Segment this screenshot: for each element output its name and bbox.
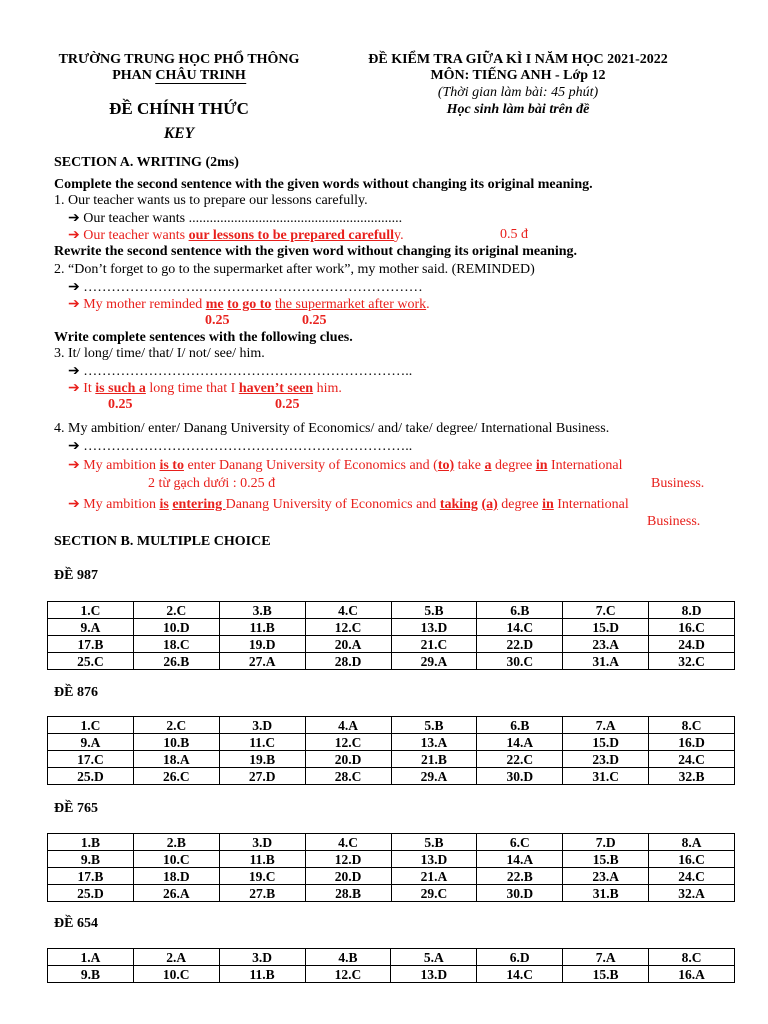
answer-cell: 10.D bbox=[133, 619, 219, 636]
answer-3-score-2: 0.25 bbox=[275, 397, 300, 412]
answer-4a: ➔ My ambition is to enter Danang University of Economics and (to) take a degree in International bbox=[68, 458, 623, 473]
answer-cell: 29.C bbox=[391, 885, 477, 902]
answer-cell: 22.C bbox=[477, 751, 563, 768]
answer-cell: 24.C bbox=[649, 751, 735, 768]
answer-cell: 23.D bbox=[563, 751, 649, 768]
answer-cell: 3.B bbox=[219, 602, 305, 619]
answer-cell: 12.C bbox=[305, 734, 391, 751]
answer-table-654 bbox=[47, 948, 735, 983]
answer-cell: 32.C bbox=[649, 653, 735, 670]
answer-cell: 16.C bbox=[649, 619, 735, 636]
question-1-blank: ➔ Our teacher wants ............................................................. bbox=[68, 211, 403, 226]
answer-cell: 5.B bbox=[391, 717, 477, 734]
exam-note: Học sinh làm bài trên đề bbox=[446, 102, 590, 117]
answer-cell: 9.A bbox=[48, 734, 134, 751]
answer-table-876 bbox=[47, 716, 735, 785]
answer-cell: 14.C bbox=[477, 619, 563, 636]
answer-cell: 11.C bbox=[219, 734, 305, 751]
answer-cell: 13.D bbox=[391, 619, 477, 636]
answer-1: ➔ Our teacher wants our lessons to be prepared carefully. bbox=[68, 228, 404, 243]
question-1: 1. Our teacher wants us to prepare our lessons carefully. bbox=[54, 193, 368, 208]
answer-cell: 10.C bbox=[133, 851, 219, 868]
answer-cell: 5.A bbox=[391, 949, 477, 966]
question-4: 4. My ambition/ enter/ Danang University of Economics/ and/ take/ degree/ International Business. bbox=[54, 421, 610, 436]
question-4-blank: ➔ …………………………………………………………….. bbox=[68, 439, 413, 454]
exam-title: ĐỀ KIỂM TRA GIỮA KÌ I NĂM HỌC 2021-2022 bbox=[368, 52, 668, 67]
answer-cell: 29.A bbox=[391, 653, 477, 670]
table-row bbox=[48, 734, 735, 751]
arrow-icon: ➔ bbox=[68, 497, 84, 512]
answer-cell: 30.D bbox=[477, 885, 563, 902]
answer-cell: 23.A bbox=[563, 868, 649, 885]
answer-cell: 8.D bbox=[649, 602, 735, 619]
answer-3-score-1: 0.25 bbox=[108, 397, 133, 412]
answer-cell: 25.D bbox=[48, 768, 134, 785]
answer-table-765 bbox=[47, 833, 735, 902]
answer-4-score: 2 từ gạch dưới : 0.25 đ bbox=[148, 476, 276, 491]
answer-cell: 6.B bbox=[477, 717, 563, 734]
answer-cell: 14.A bbox=[477, 734, 563, 751]
test-label-876: ĐỀ 876 bbox=[54, 685, 98, 700]
answer-cell: 2.C bbox=[133, 717, 219, 734]
answer-cell: 25.C bbox=[48, 653, 134, 670]
answer-cell: 23.A bbox=[563, 636, 649, 653]
answer-cell: 13.D bbox=[391, 966, 477, 983]
answer-cell: 18.A bbox=[133, 751, 219, 768]
answer-cell: 17.B bbox=[48, 868, 134, 885]
answer-cell: 7.D bbox=[563, 834, 649, 851]
instruction-1: Complete the second sentence with the given words without changing its original meaning. bbox=[54, 177, 593, 192]
answer-cell: 24.D bbox=[649, 636, 735, 653]
answer-cell: 28.D bbox=[305, 653, 391, 670]
answer-cell: 3.D bbox=[219, 717, 305, 734]
answer-cell: 17.C bbox=[48, 751, 134, 768]
answer-cell: 2.B bbox=[133, 834, 219, 851]
answer-cell: 4.C bbox=[305, 602, 391, 619]
answer-cell: 27.A bbox=[219, 653, 305, 670]
answer-cell: 4.B bbox=[305, 949, 391, 966]
question-3: 3. It/ long/ time/ that/ I/ not/ see/ him. bbox=[54, 346, 265, 361]
table-row bbox=[48, 717, 735, 734]
answer-table-987 bbox=[47, 601, 735, 670]
official-label: ĐỀ CHÍNH THỨC bbox=[109, 99, 249, 118]
test-label-654: ĐỀ 654 bbox=[54, 916, 98, 931]
answer-cell: 11.B bbox=[219, 851, 305, 868]
arrow-icon: ➔ bbox=[68, 211, 84, 226]
answer-cell: 6.B bbox=[477, 602, 563, 619]
answer-cell: 15.D bbox=[563, 734, 649, 751]
answer-cell: 21.B bbox=[391, 751, 477, 768]
table-row bbox=[48, 653, 735, 670]
answer-cell: 1.C bbox=[48, 602, 134, 619]
answer-cell: 7.A bbox=[563, 717, 649, 734]
answer-cell: 26.A bbox=[133, 885, 219, 902]
test-label-765: ĐỀ 765 bbox=[54, 801, 98, 816]
answer-cell: 19.B bbox=[219, 751, 305, 768]
answer-cell: 12.D bbox=[305, 851, 391, 868]
answer-4b: ➔ My ambition is entering Danang University of Economics and taking (a) degree in International bbox=[68, 497, 629, 512]
arrow-icon: ➔ bbox=[68, 297, 84, 312]
answer-cell: 11.B bbox=[219, 966, 305, 983]
table-row bbox=[48, 602, 735, 619]
answer-cell: 18.C bbox=[133, 636, 219, 653]
table-row bbox=[48, 966, 735, 983]
answer-cell: 22.B bbox=[477, 868, 563, 885]
school-name-line2: PHAN CHÂU TRINH bbox=[112, 68, 246, 83]
question-2: 2. “Don’t forget to go to the supermarket after work”, my mother said. (REMINDED) bbox=[54, 262, 535, 277]
answer-cell: 16.A bbox=[649, 966, 735, 983]
answer-cell: 14.A bbox=[477, 851, 563, 868]
answer-cell: 32.A bbox=[649, 885, 735, 902]
answer-cell: 5.B bbox=[391, 834, 477, 851]
answer-cell: 30.C bbox=[477, 653, 563, 670]
answer-cell: 19.D bbox=[219, 636, 305, 653]
answer-cell: 8.A bbox=[649, 834, 735, 851]
answer-cell: 9.B bbox=[48, 851, 134, 868]
answer-cell: 8.C bbox=[649, 717, 735, 734]
table-row bbox=[48, 636, 735, 653]
answer-cell: 6.C bbox=[477, 834, 563, 851]
table-row bbox=[48, 834, 735, 851]
school-name: TRƯỜNG TRUNG HỌC PHỔ THÔNG bbox=[58, 52, 300, 67]
answer-cell: 16.C bbox=[649, 851, 735, 868]
answer-cell: 6.D bbox=[477, 949, 563, 966]
answer-cell: 29.A bbox=[391, 768, 477, 785]
table-row bbox=[48, 851, 735, 868]
answer-cell: 31.B bbox=[563, 885, 649, 902]
answer-cell: 17.B bbox=[48, 636, 134, 653]
answer-cell: 27.D bbox=[219, 768, 305, 785]
answer-cell: 30.D bbox=[477, 768, 563, 785]
answer-cell: 21.C bbox=[391, 636, 477, 653]
arrow-icon: ➔ bbox=[68, 439, 84, 454]
table-row bbox=[48, 949, 735, 966]
answer-cell: 12.C bbox=[305, 966, 391, 983]
answer-cell: 7.C bbox=[563, 602, 649, 619]
answer-cell: 1.A bbox=[48, 949, 134, 966]
answer-cell: 16.D bbox=[649, 734, 735, 751]
answer-cell: 13.D bbox=[391, 851, 477, 868]
answer-cell: 1.C bbox=[48, 717, 134, 734]
answer-cell: 26.B bbox=[133, 653, 219, 670]
table-row bbox=[48, 868, 735, 885]
answer-4b-continuation: Business. bbox=[647, 514, 701, 529]
answer-cell: 20.D bbox=[305, 751, 391, 768]
section-b-title: SECTION B. MULTIPLE CHOICE bbox=[54, 534, 271, 549]
table-row bbox=[48, 751, 735, 768]
answer-4a-continuation: Business. bbox=[651, 476, 705, 491]
answer-cell: 13.A bbox=[391, 734, 477, 751]
answer-cell: 20.D bbox=[305, 868, 391, 885]
exam-time: (Thời gian làm bài: 45 phút) bbox=[437, 85, 599, 100]
answer-cell: 22.D bbox=[477, 636, 563, 653]
table-row bbox=[48, 885, 735, 902]
answer-cell: 9.A bbox=[48, 619, 134, 636]
answer-cell: 5.B bbox=[391, 602, 477, 619]
answer-cell: 8.C bbox=[649, 949, 735, 966]
answer-cell: 15.B bbox=[563, 851, 649, 868]
arrow-icon: ➔ bbox=[68, 364, 84, 379]
answer-cell: 27.B bbox=[219, 885, 305, 902]
table-row bbox=[48, 619, 735, 636]
answer-3: ➔ It is such a long time that I haven’t seen him. bbox=[68, 381, 342, 396]
test-label-987: ĐỀ 987 bbox=[54, 568, 98, 583]
answer-cell: 15.B bbox=[563, 966, 649, 983]
instruction-3: Write complete sentences with the following clues. bbox=[54, 330, 353, 345]
answer-cell: 10.C bbox=[133, 966, 219, 983]
answer-2-score-2: 0.25 bbox=[302, 313, 327, 328]
answer-cell: 25.D bbox=[48, 885, 134, 902]
answer-2-score-1: 0.25 bbox=[205, 313, 230, 328]
answer-cell: 4.A bbox=[305, 717, 391, 734]
answer-cell: 21.A bbox=[391, 868, 477, 885]
answer-cell: 31.C bbox=[563, 768, 649, 785]
answer-cell: 31.A bbox=[563, 653, 649, 670]
section-a-title: SECTION A. WRITING (2ms) bbox=[54, 155, 239, 170]
arrow-icon: ➔ bbox=[68, 381, 84, 396]
answer-cell: 7.A bbox=[563, 949, 649, 966]
answer-cell: 24.C bbox=[649, 868, 735, 885]
answer-cell: 2.A bbox=[133, 949, 219, 966]
answer-cell: 3.D bbox=[219, 949, 305, 966]
answer-cell: 19.C bbox=[219, 868, 305, 885]
arrow-icon: ➔ bbox=[68, 228, 84, 243]
instruction-2: Rewrite the second sentence with the given word without changing its original meaning. bbox=[54, 244, 578, 259]
answer-cell: 4.C bbox=[305, 834, 391, 851]
answer-cell: 1.B bbox=[48, 834, 134, 851]
answer-cell: 9.B bbox=[48, 966, 134, 983]
key-label: KEY bbox=[163, 125, 195, 142]
answer-cell: 28.B bbox=[305, 885, 391, 902]
answer-cell: 11.B bbox=[219, 619, 305, 636]
answer-cell: 28.C bbox=[305, 768, 391, 785]
answer-cell: 26.C bbox=[133, 768, 219, 785]
answer-cell: 18.D bbox=[133, 868, 219, 885]
answer-cell: 15.D bbox=[563, 619, 649, 636]
answer-cell: 3.D bbox=[219, 834, 305, 851]
answer-cell: 32.B bbox=[649, 768, 735, 785]
table-row bbox=[48, 768, 735, 785]
arrow-icon: ➔ bbox=[68, 458, 84, 473]
answer-2: ➔ My mother reminded me to go to the supermarket after work. bbox=[68, 297, 430, 312]
question-2-blank: ➔ …………………….………………………………………… bbox=[68, 280, 423, 295]
answer-cell: 10.B bbox=[133, 734, 219, 751]
answer-cell: 14.C bbox=[477, 966, 563, 983]
answer-cell: 20.A bbox=[305, 636, 391, 653]
arrow-icon: ➔ bbox=[68, 280, 84, 295]
answer-cell: 12.C bbox=[305, 619, 391, 636]
answer-cell: 2.C bbox=[133, 602, 219, 619]
exam-subject: MÔN: TIẾNG ANH - Lớp 12 bbox=[430, 68, 606, 83]
question-3-blank: ➔ …………………………………………………………….. bbox=[68, 364, 413, 379]
answer-1-score: 0.5 đ bbox=[500, 227, 528, 242]
